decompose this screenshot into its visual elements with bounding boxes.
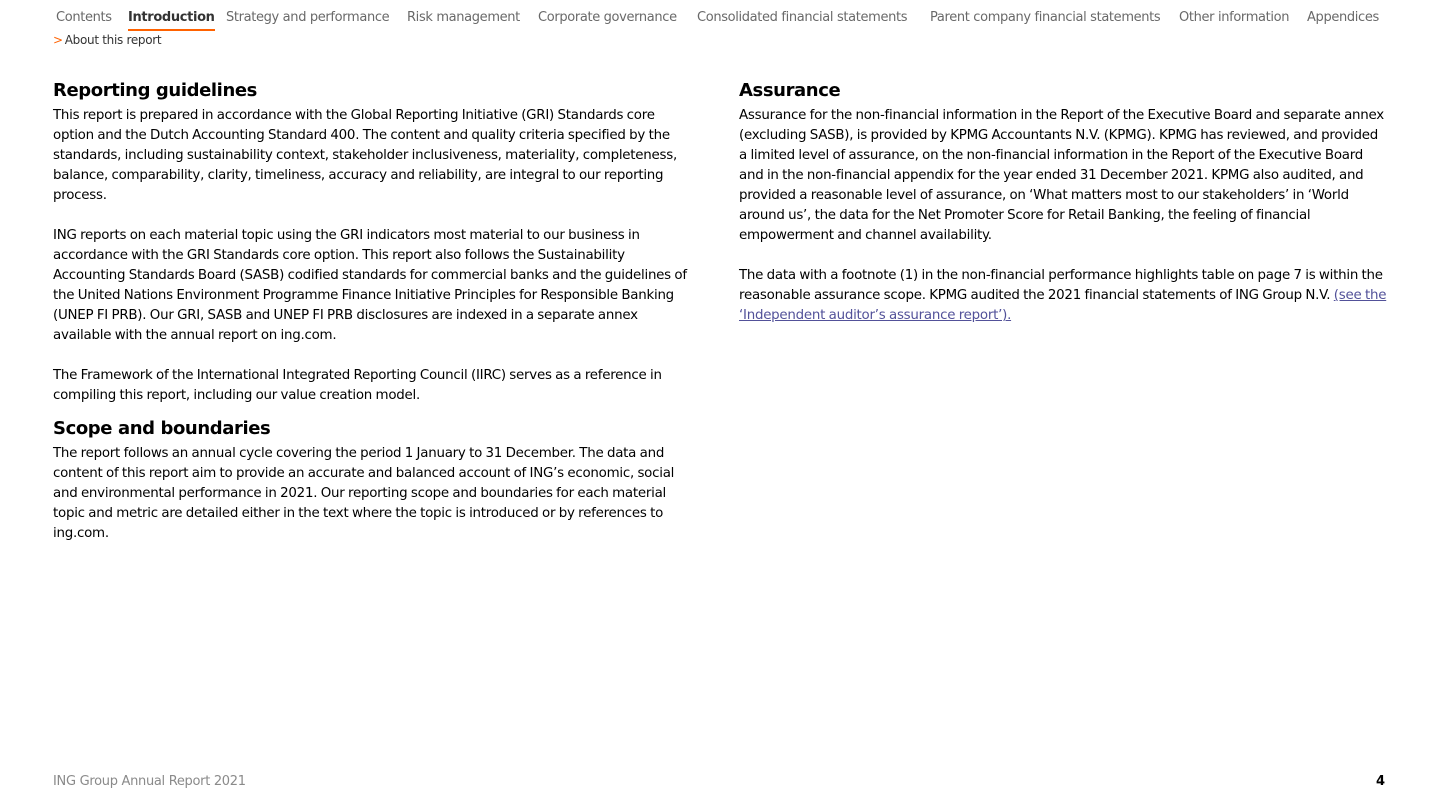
top-navigation bbox=[56, 9, 1385, 29]
nav-item-risk-management[interactable]: Risk management bbox=[407, 10, 520, 25]
reporting-paragraph-2: ING reports on each material topic using the GRI indicators most material to our business in accordance with the GRI Standards core option. This report also follows the Sustainability Accounting Standards Board (SASB) codified standards for commercial banks and the guidelines of the United Nations Environment Programme Finance Initiative Principles for Responsible Banking (UNEP FI PRB). Our GRI, SASB and UNEP FI PRB disclosures are indexed in a separate annex available with the annual report on ing.com. bbox=[53, 228, 687, 343]
scope-and-boundaries-heading: Scope and boundaries bbox=[53, 418, 271, 439]
assurance-heading: Assurance bbox=[739, 80, 841, 101]
active-tab-indicator bbox=[128, 29, 215, 31]
independent-auditor-report-link[interactable]: (see the ‘Independent auditor’s assurance report’). bbox=[739, 288, 1387, 323]
nav-item-consolidated-financial-statements[interactable]: Consolidated financial statements bbox=[697, 10, 908, 25]
nav-item-contents[interactable]: Contents bbox=[56, 10, 112, 25]
scope-paragraph-1: The report follows an annual cycle covering the period 1 January to 31 December. The data and content of this report aim to provide an accurate and balanced account of ING’s economic, social and environmental performance in 2021. Our reporting scope and boundaries for each material topic and metric are detailed either in the text where the topic is introduced or by references to ing.com. bbox=[53, 446, 675, 541]
assurance-paragraph-2-text: The data with a footnote (1) in the non-financial performance highlights table on page 7 is within the reasonable assurance scope. KPMG audited the 2021 financial statements of ING Group N.V. bbox=[739, 268, 1383, 303]
right-column bbox=[739, 78, 1387, 326]
reporting-paragraph-1: This report is prepared in accordance with the Global Reporting Initiative (GRI) Standards core option and the Dutch Accounting Standard 400. The content and quality criteria specified by the standards, including sustainability context, stakeholder inclusiveness, materiality, completeness, balance, comparability, clarity, timeliness, accuracy and reliability, are integral to our reporting process. bbox=[53, 108, 677, 203]
breadcrumb[interactable] bbox=[53, 33, 161, 47]
chevron-right-icon: > bbox=[53, 33, 63, 47]
nav-item-introduction-label: Introduction bbox=[128, 10, 215, 25]
assurance-paragraph-1: Assurance for the non-financial information in the Report of the Executive Board and separate annex (excluding SASB), is provided by KPMG Accountants N.V. (KPMG). KPMG has reviewed, and provided a limited level of assurance, on the non-financial information in the Report of the Executive Board and in the non-financial appendix for the year ended 31 December 2021. KPMG also audited, and provided a reasonable level of assurance, on ‘What matters most to our stakeholders’ in ‘World around us’, the data for the Net Promoter Score for Retail Banking, the feeling of financial empowerment and channel availability. bbox=[739, 108, 1384, 243]
left-column bbox=[53, 78, 693, 544]
breadcrumb-label: About this report bbox=[64, 33, 162, 47]
reporting-guidelines-heading: Reporting guidelines bbox=[53, 80, 257, 101]
nav-item-corporate-governance[interactable]: Corporate governance bbox=[538, 10, 677, 25]
nav-item-other-information[interactable]: Other information bbox=[1179, 10, 1290, 25]
page-number: 4 bbox=[1375, 774, 1385, 789]
footer-report-title: ING Group Annual Report 2021 bbox=[53, 774, 246, 789]
nav-item-appendices[interactable]: Appendices bbox=[1307, 10, 1379, 25]
nav-item-strategy-and-performance[interactable]: Strategy and performance bbox=[226, 10, 390, 25]
assurance-paragraph-2 bbox=[739, 266, 1387, 326]
nav-item-parent-company-financial-statements[interactable]: Parent company financial statements bbox=[930, 10, 1161, 25]
nav-item-introduction[interactable] bbox=[128, 9, 215, 27]
reporting-paragraph-3: The Framework of the International Integrated Reporting Council (IIRC) serves as a reference in compiling this report, including our value creation model. bbox=[53, 368, 662, 403]
